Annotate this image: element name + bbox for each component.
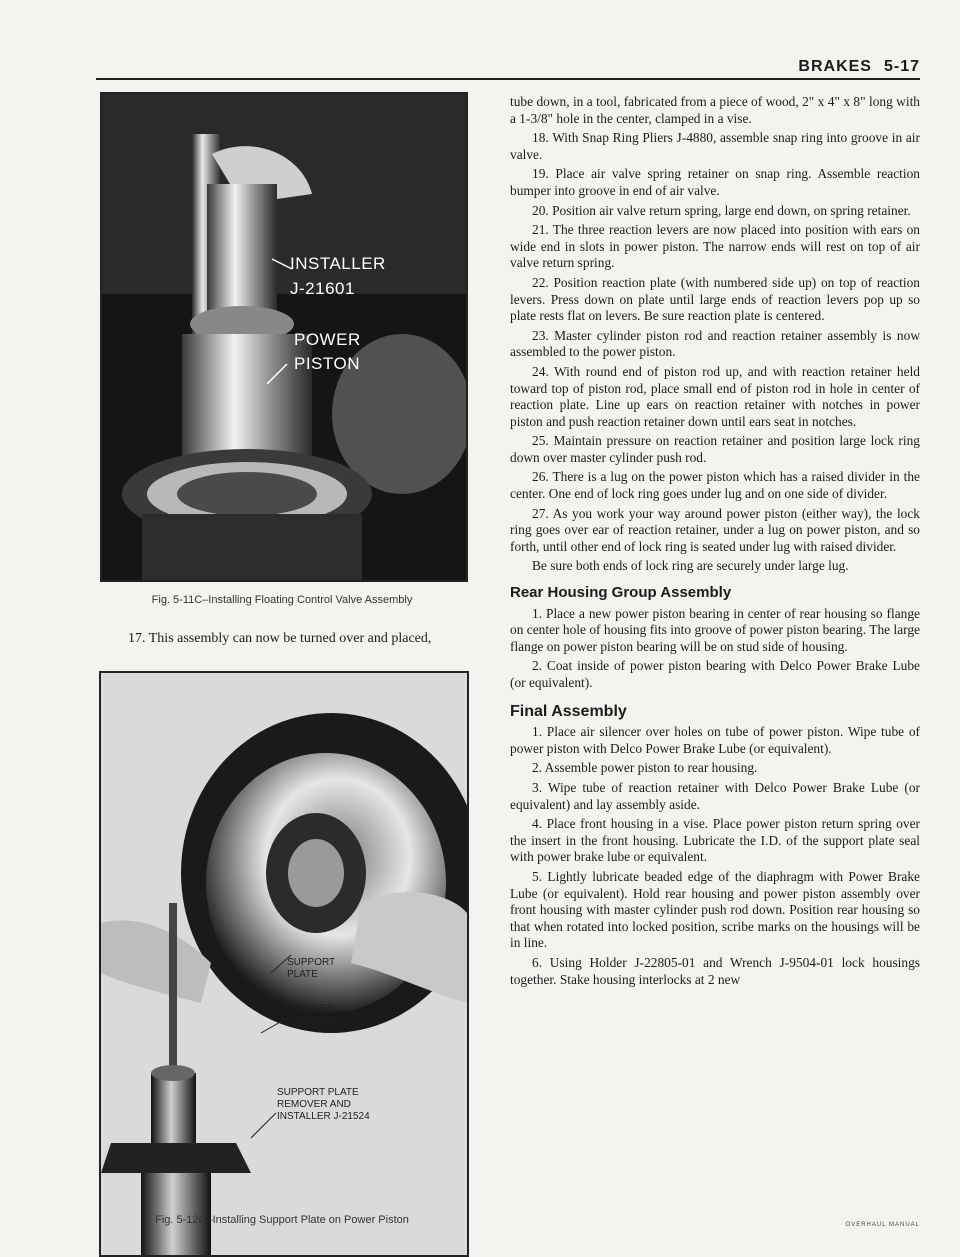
figure-installing-control-valve (100, 92, 468, 582)
page-header (96, 58, 920, 80)
step-24: 24. With round end of piston rod up, and with reaction retainer held toward top of piston rod, place small end of piston rod in hole in center of reaction plate. Line up ears on reaction retainer with notches in power piston and push reaction retainer down until ears seat in notches. (510, 363, 920, 429)
label-remover-3: INSTALLER J-21524 (277, 1111, 370, 1122)
step-21: 21. The three reaction levers are now placed into position with ears on wide end in slots in power piston. The narrow ends will rest on top of air valve return spring. (510, 222, 920, 271)
figure1-caption: Fig. 5-11C–Installing Floating Control Valve Assembly (151, 594, 413, 606)
label-plate: PLATE (287, 969, 318, 980)
header-rule (96, 78, 920, 80)
step-22: 22. Position reaction plate (with numbered side up) on top of reaction levers. Press down on plate until large ends of reaction levers pop up so plate rests flat on levers. Be sure reaction plate is centered. (510, 274, 920, 324)
label-support: SUPPORT (287, 957, 336, 968)
paragraph-continued: tube down, in a tool, fabricated from a piece of wood, 2" x 4" x 8" long with a 1-3/8" hole in the center, clamped in a vise. (510, 94, 920, 126)
figure-installing-support-plate (99, 671, 469, 1257)
step-27: 27. As you work your way around power piston (either way), the lock ring goes over ear of reaction retainer, under a lug on power piston, and so forth, until other end of lock ring is seated under lug with raised divider. (510, 505, 920, 554)
step-18: 18. With Snap Ring Pliers J-4880, assemble snap ring into groove in air valve. (510, 130, 920, 162)
section-title: BRAKES (798, 58, 872, 75)
step-19: 19. Place air valve spring retainer on snap ring. Assemble reaction bumper into groove in end of air valve. (510, 166, 920, 198)
page-number: 5-17 (883, 58, 920, 75)
label-remover-2: REMOVER AND (277, 1099, 351, 1110)
label-piston: PISTON (294, 354, 360, 373)
photo-support-plate-tool (101, 673, 467, 1255)
final-step-1: 1. Place air silencer over holes on tube of power piston. Wipe tube of power piston with Delco Power Brake Lube (or equivalent). (510, 724, 920, 756)
step-20: 20. Position air valve return spring, large end down, on spring retainer. (532, 202, 911, 218)
rear-step-2: 2. Coat inside of power piston bearing with Delco Power Brake Lube (or equivalent). (510, 658, 920, 690)
label-power-2: POWER (297, 1003, 335, 1014)
label-remover-1: SUPPORT PLATE (277, 1087, 359, 1098)
rear-step-1: 1. Place a new power piston bearing in center of rear housing so flange on center hole of housing fits into groove of power piston bearing. The large flange on power piston bearing will be on stud side of housing. (510, 605, 920, 654)
photo-installer-tool (102, 94, 466, 580)
final-step-2: 2. Assemble power piston to rear housing. (532, 760, 758, 776)
figure2-caption: Fig. 5-12C–Installing Support Plate on Power Piston (155, 1214, 409, 1226)
final-step-5: 5. Lightly lubricate beaded edge of the diaphragm with Power Brake Lube (or equivalent). Hold rear housing and power piston assembly over front housing with master cylinder push rod down. Position rear housing so that when rotated into locked position, scribe marks on the housings will be in line. (510, 868, 920, 951)
step-26: 26. There is a lug on the power piston which has a raised divider in the center. One end of lock ring goes under lug and on one side of divider. (510, 469, 920, 502)
label-power: POWER (294, 330, 361, 349)
footer-manual-name: OVERHAUL MANUAL (845, 1222, 920, 1228)
right-column (510, 94, 920, 991)
step-27-note: Be sure both ends of lock ring are securely under large lug. (532, 558, 849, 574)
final-step-3: 3. Wipe tube of reaction retainer with Delco Power Brake Lube (or equivalent) and lay assembly aside. (510, 779, 920, 812)
label-installer: INSTALLER (290, 254, 386, 273)
running-head (798, 58, 920, 76)
heading-rear-housing: Rear Housing Group Assembly (510, 584, 732, 602)
final-step-6: 6. Using Holder J-22805-01 and Wrench J-9504-01 lock housings together. Stake housing interlocks at 2 new (510, 954, 920, 987)
final-step-4: 4. Place front housing in a vise. Place power piston return spring over the insert in the front housing. Lubricate the I.D. of the support plate seal with power brake lube or equivalent. (510, 816, 920, 865)
heading-final-assembly: Final Assembly (510, 702, 627, 720)
step-17-text: 17. This assembly can now be turned over and placed, (128, 631, 432, 646)
step-23: 23. Master cylinder piston rod and reaction retainer assembly is now assembled to the power piston. (510, 327, 920, 360)
label-piston-2: PISTON (297, 1015, 335, 1026)
step-25: 25. Maintain pressure on reaction retainer and position large lock ring down over master cylinder push rod. (510, 433, 920, 465)
label-installer-tool: J-21601 (290, 279, 355, 298)
